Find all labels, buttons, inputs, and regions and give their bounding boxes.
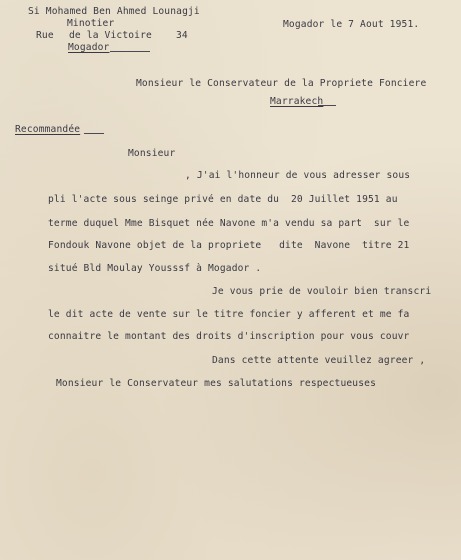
sender-city-underline [110, 51, 150, 52]
recipient-city-underline [318, 105, 336, 106]
recommandee-label: Recommandée [15, 124, 81, 135]
sender-name: Si Mohamed Ben Ahmed Lounagji [28, 6, 200, 17]
body-line-5: situé Bld Moulay Yousssf à Mogador . [48, 263, 262, 274]
recommandee-underline [84, 133, 104, 134]
closing-line-1: Dans cette attente veuillez agreer , [212, 355, 426, 366]
salutation: Monsieur [128, 148, 176, 159]
body-line-6: Je vous prie de vouloir bien transcri [212, 286, 432, 297]
closing-line-2: Monsieur le Conservateur mes salutations respectueuses [56, 378, 376, 389]
recipient-city: Marrakech [270, 96, 324, 107]
sender-title: Minotier [67, 18, 115, 29]
sender-city: Mogador [68, 42, 110, 53]
place-date: Mogador le 7 Aout 1951. [283, 19, 420, 30]
sender-street-label: Rue [36, 30, 54, 41]
body-line-2: pli l'acte sous seinge privé en date du 20 Juillet 1951 au [48, 194, 398, 205]
body-line-7: le dit acte de vente sur le titre foncier y afferent et me fa [48, 309, 410, 320]
sender-street: de la Victoire [69, 30, 152, 41]
recipient-line: Monsieur le Conservateur de la Propriete Fonciere [136, 78, 427, 89]
body-line-3: terme duquel Mme Bisquet née Navone m'a vendu sa part sur le [48, 218, 410, 229]
body-line-4: Fondouk Navone objet de la propriete dite Navone titre 21 [48, 240, 410, 251]
body-line-8: connaitre le montant des droits d'inscription pour vous couvr [48, 331, 410, 342]
sender-street-number: 34 [176, 30, 188, 41]
body-line-1: , J'ai l'honneur de vous adresser sous [185, 170, 411, 181]
